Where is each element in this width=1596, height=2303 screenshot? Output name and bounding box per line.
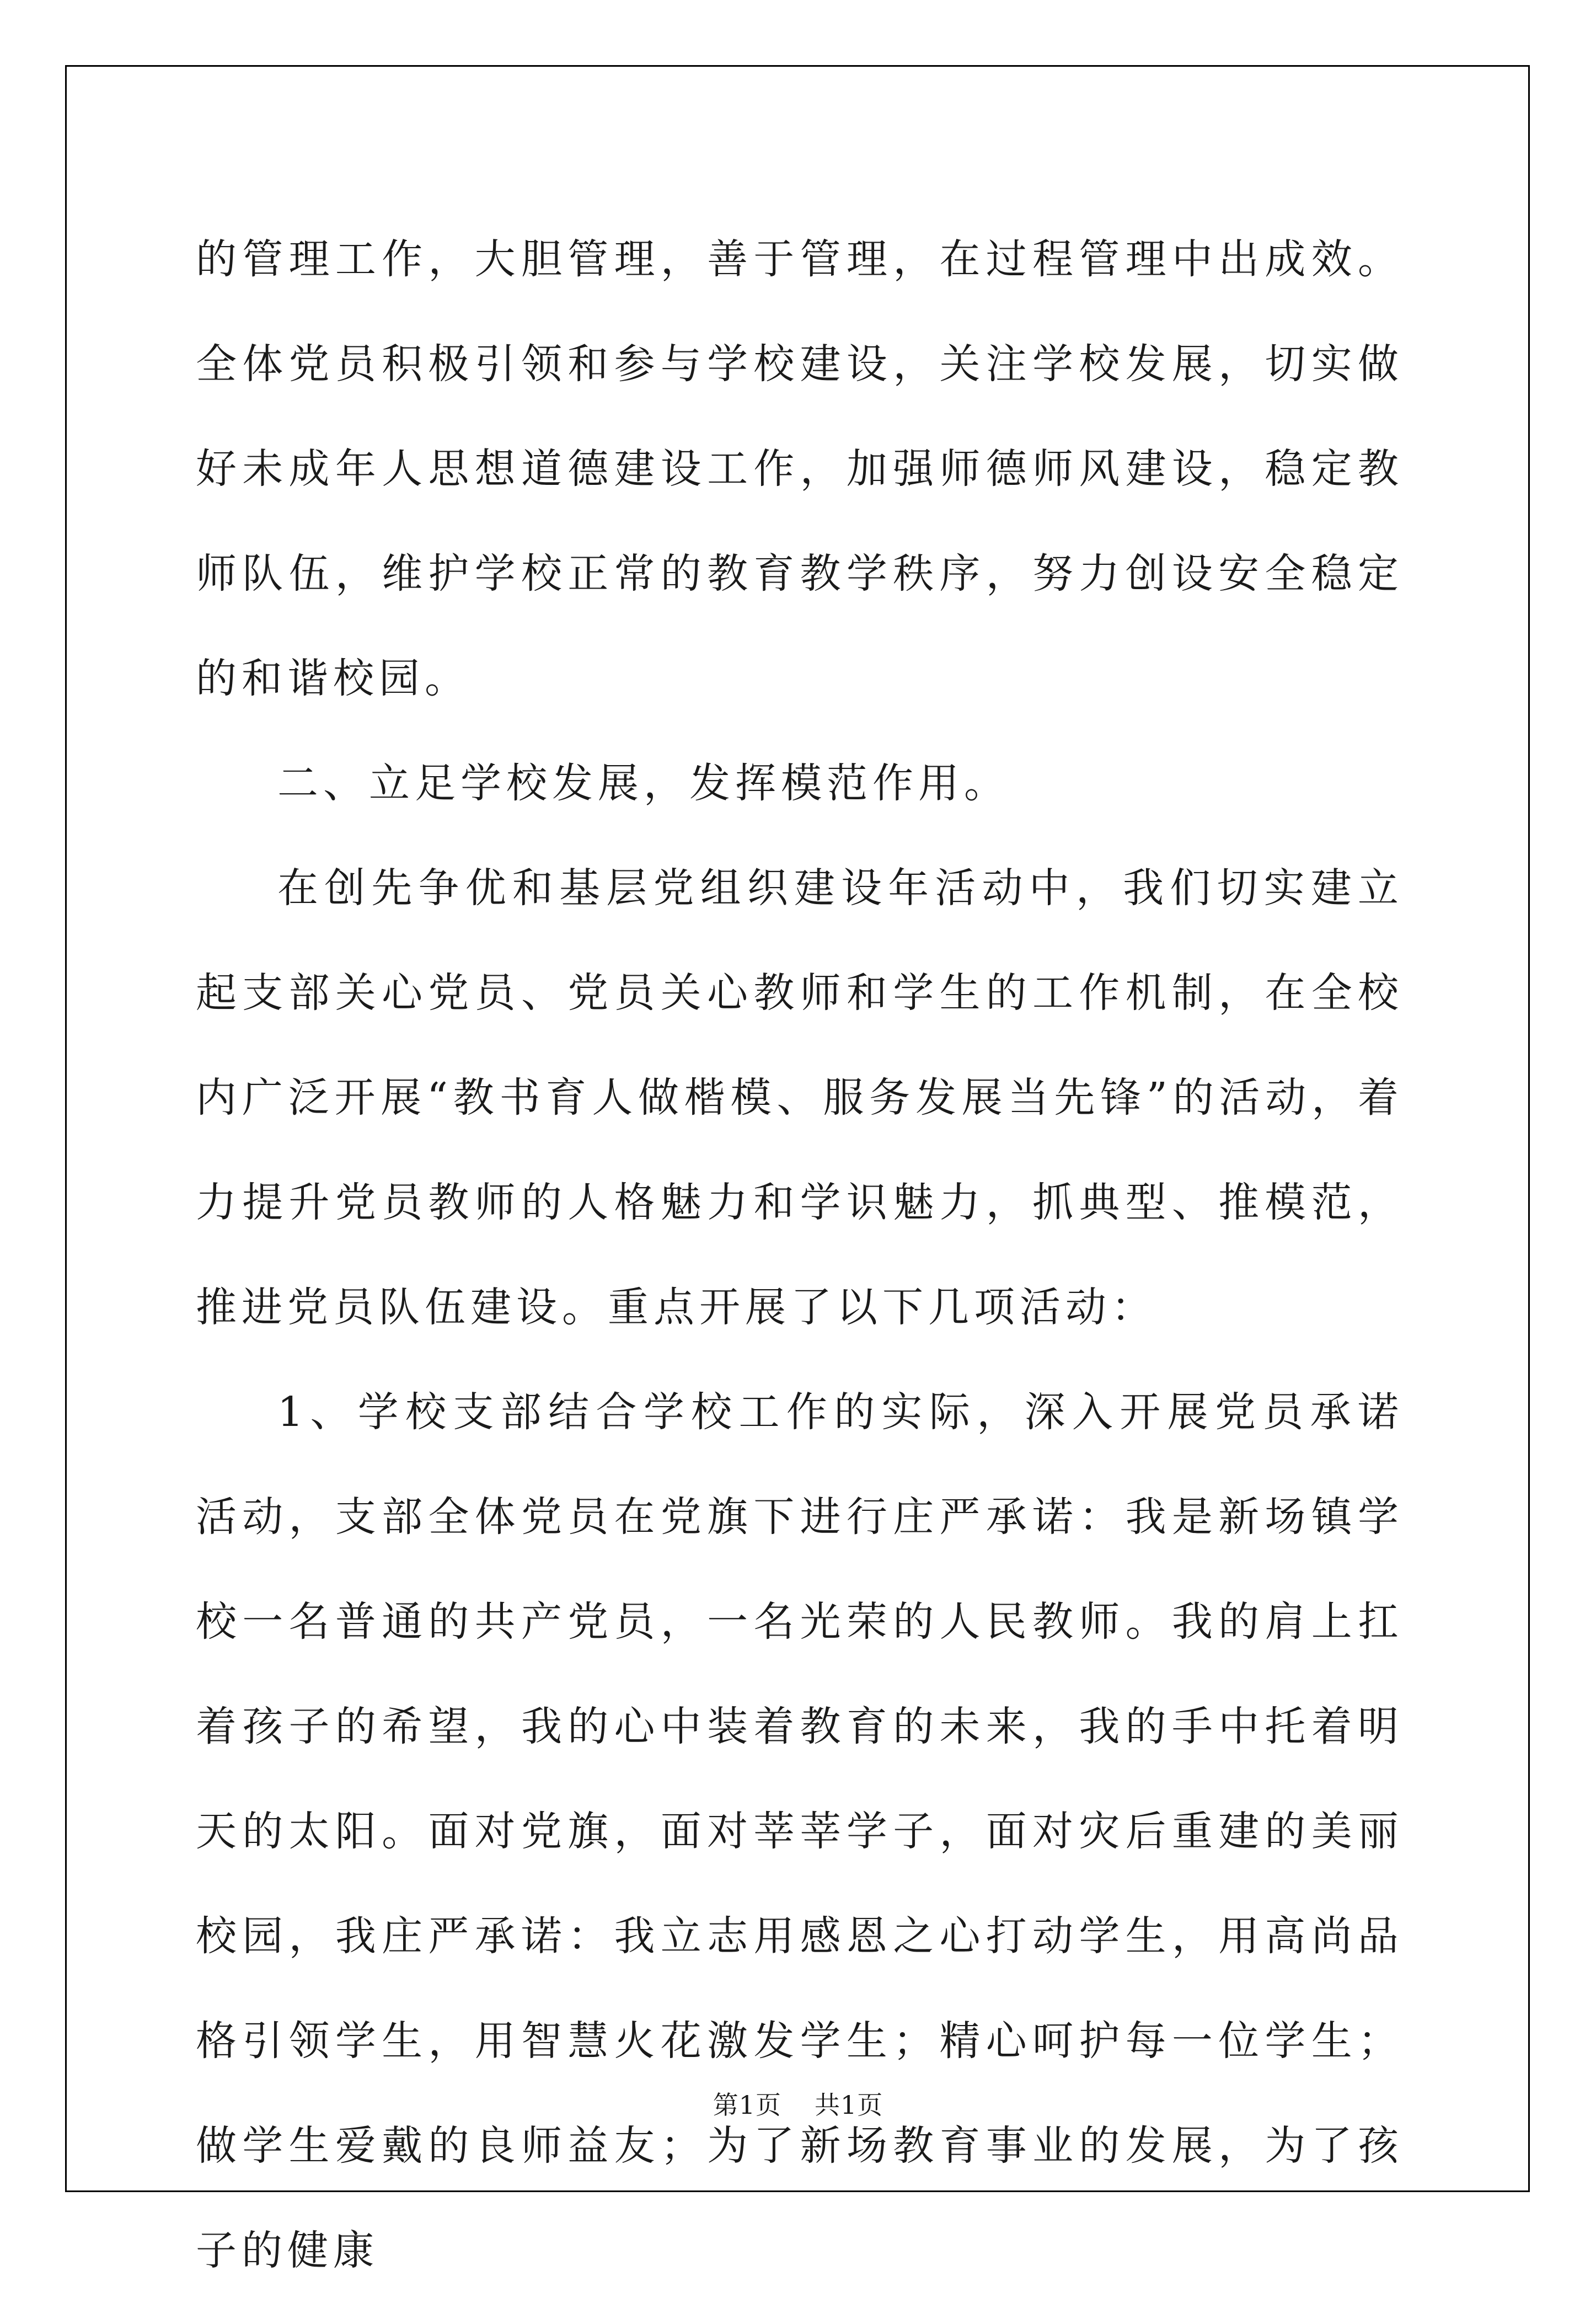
section-heading: 二、立足学校发展，发挥模范作用。: [277, 760, 1010, 807]
document-body: [196, 207, 1404, 2303]
page-number-total: 共1页: [815, 2090, 883, 2120]
paragraph-continuation: 的管理工作，大胆管理，善于管理，在过程管理中出成效。全体党员积极引领和参与学校建设，关注学校发展，切实做好未成年人思想道德建设工作，加强师德师风建设，稳定教师队伍，维护学校正常的教育教学秩序，努力创设安全稳定的和谐校园。: [196, 236, 1404, 702]
page-number-current: 第1页: [713, 2090, 781, 2120]
paragraph-item-1: 1、学校支部结合学校工作的实际，深入开展党员承诺活动，支部全体党员在党旗下进行庄严承诺：我是新场镇学校一名普通的共产党员，一名光荣的人民教师。我的肩上扛着孩子的希望，我的心中装着教育的未来，我的手中托着明天的太阳。面对党旗，面对莘莘学子，面对灾后重建的美丽校园，我庄严承诺：我立志用感恩之心打动学生，用高尚品格引领学生，用智慧火花激发学生；精心呵护每一位学生；做学生爱戴的良师益友；为了新场教育事业的发展，为了孩子的健康: [196, 1388, 1404, 2274]
page-footer: [0, 2085, 1596, 2122]
paragraph-activities-intro: 在创先争优和基层党组织建设年活动中，我们切实建立起支部关心党员、党员关心教师和学生的工作机制，在全校内广泛开展“教书育人做楷模、服务发展当先锋”的活动，着力提升党员教师的人格魅力和学识魅力，抓典型、推模范，推进党员队伍建设。重点开展了以下几项活动：: [196, 864, 1404, 1331]
